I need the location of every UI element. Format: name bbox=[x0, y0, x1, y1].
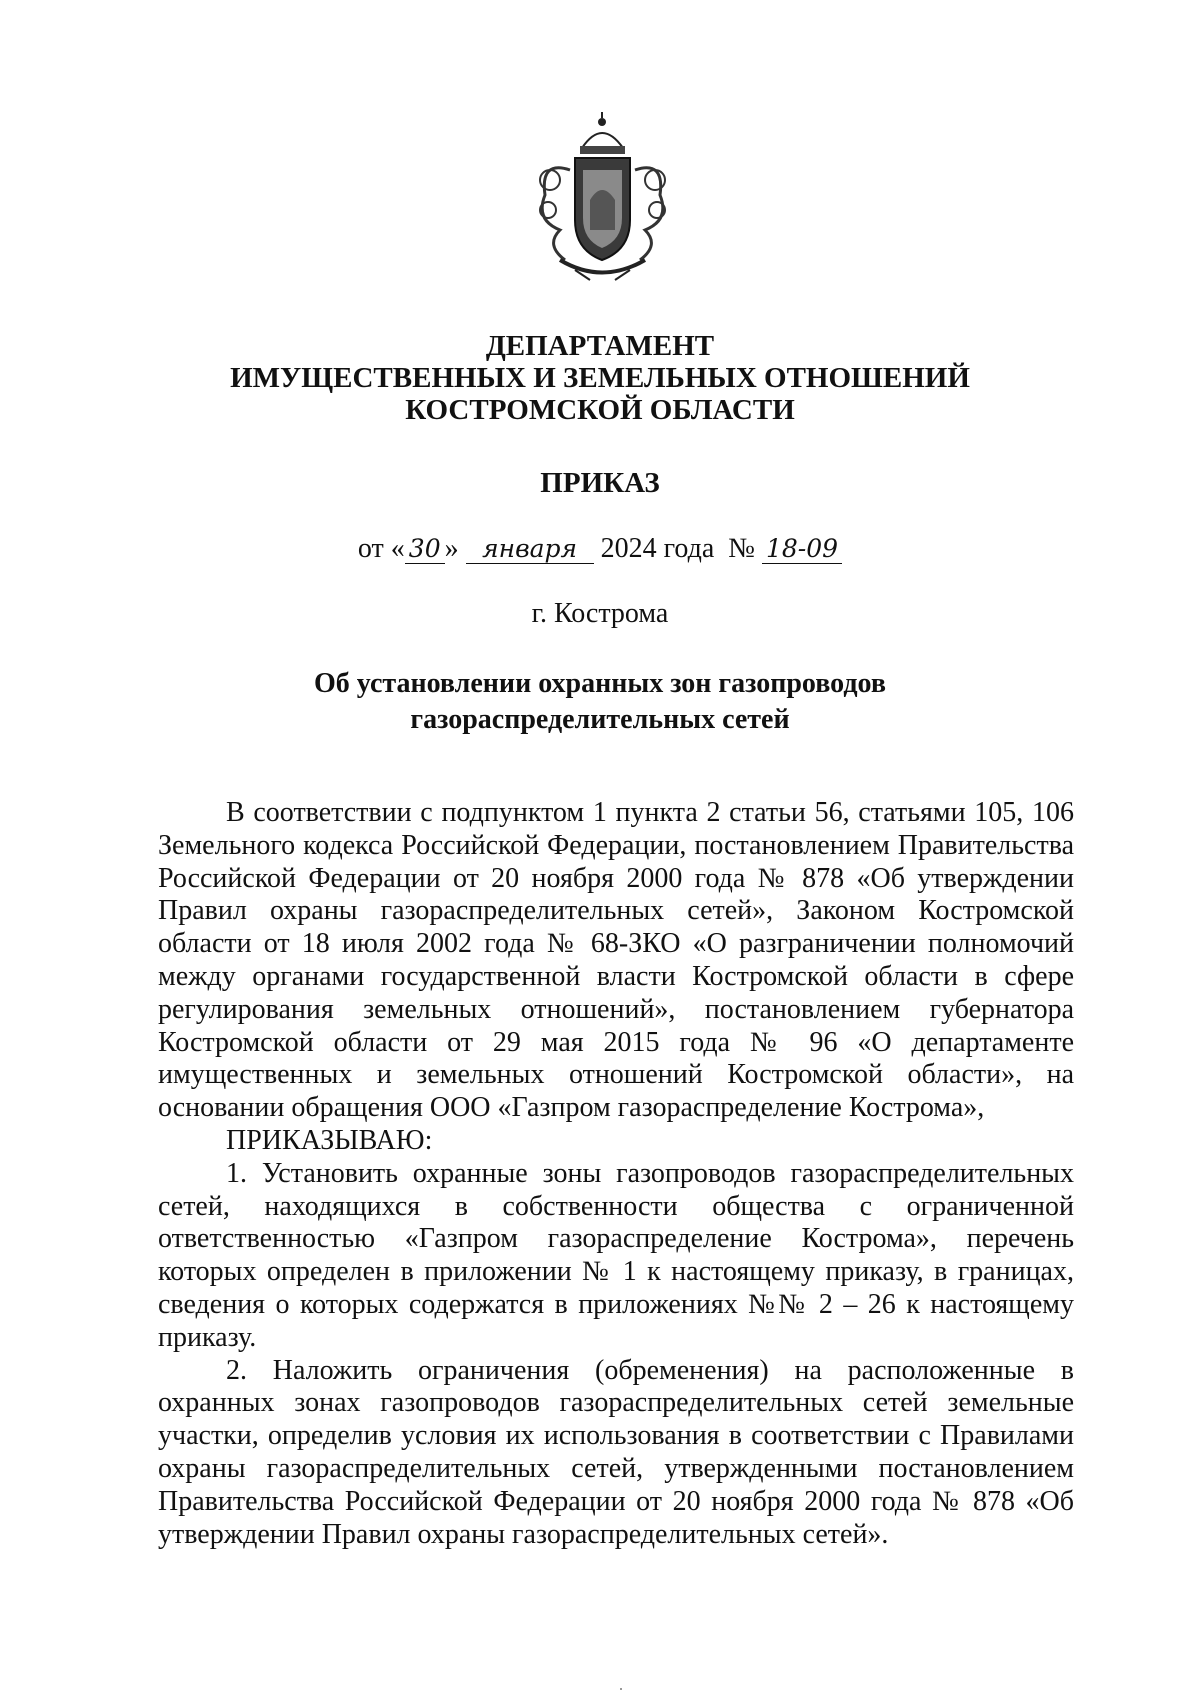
date-and-number-line bbox=[0, 533, 1200, 565]
preamble-paragraph: В соответствии с подпунктом 1 пункта 2 статьи 56, статьями 105, 106 Земельного кодекса Российской Федерации, постановлением Правительства Российской Федерации от 20 ноября 2000 года № 878 «Об утверждении Правил охраны газораспределительных сетей», Законом Костромской области от 18 июля 2002 года № 68-ЗКО «О разграничении полномочий между органами государственной власти Костромской области в сфере регулирования земельных отношений», постановлением губернатора Костромской области от 29 мая 2015 года № 96 «О департаменте имущественных и земельных отношений Костромской области», на основании обращения ООО «Газпром газораспределение Кострома», bbox=[158, 797, 1074, 1124]
department-line-3: КОСТРОМСКОЙ ОБЛАСТИ bbox=[405, 394, 795, 426]
department-line-1: ДЕПАРТАМЕНТ bbox=[485, 330, 715, 362]
date-mid: » bbox=[444, 533, 459, 564]
city-name: г. Кострома bbox=[531, 598, 669, 629]
order-item-2: 2. Наложить ограничения (обременения) на расположенные в охранных зонах газопроводов газораспределительных сетей земельные участки, определив условия их использования в соответствии с Правилами охраны газораспределительных сетей, утвержденными постановлением Правительства Российской Федерации от 20 ноября 2000 года № 878 «Об утверждении Правил охраны газораспределительных сетей». bbox=[158, 1354, 1074, 1550]
handwritten-day: 30 bbox=[405, 535, 445, 564]
order-word: ПРИКАЗЫВАЮ: bbox=[226, 1124, 433, 1156]
kostroma-coat-of-arms-icon bbox=[520, 110, 685, 285]
document-type-title: ПРИКАЗ bbox=[540, 467, 660, 499]
handwritten-number: 18-09 bbox=[762, 535, 842, 564]
order-body bbox=[158, 797, 1074, 1551]
number-sign: № bbox=[728, 533, 755, 564]
date-prefix: от « bbox=[357, 533, 405, 564]
handwritten-month: января bbox=[466, 535, 594, 564]
subject-line-2: газораспределительных сетей bbox=[410, 704, 790, 735]
scan-speck bbox=[620, 1688, 622, 1690]
order-item-1: 1. Установить охранные зоны газопроводов газораспределительных сетей, находящихся в собственности общества с ограниченной ответственностью «Газпром газораспределение Кострома», перечень которых определен в приложении № 1 к настоящему приказу, в границах, сведения о которых содержатся в приложениях №№ 2 – 26 к настоящему приказу. bbox=[158, 1157, 1074, 1353]
order-subject bbox=[0, 666, 1200, 738]
date-year: 2024 года bbox=[600, 533, 715, 564]
department-line-2: ИМУЩЕСТВЕННЫХ И ЗЕМЕЛЬНЫХ ОТНОШЕНИЙ bbox=[230, 362, 970, 394]
subject-line-1: Об установлении охранных зон газопроводов bbox=[314, 668, 886, 699]
department-name bbox=[0, 330, 1200, 426]
